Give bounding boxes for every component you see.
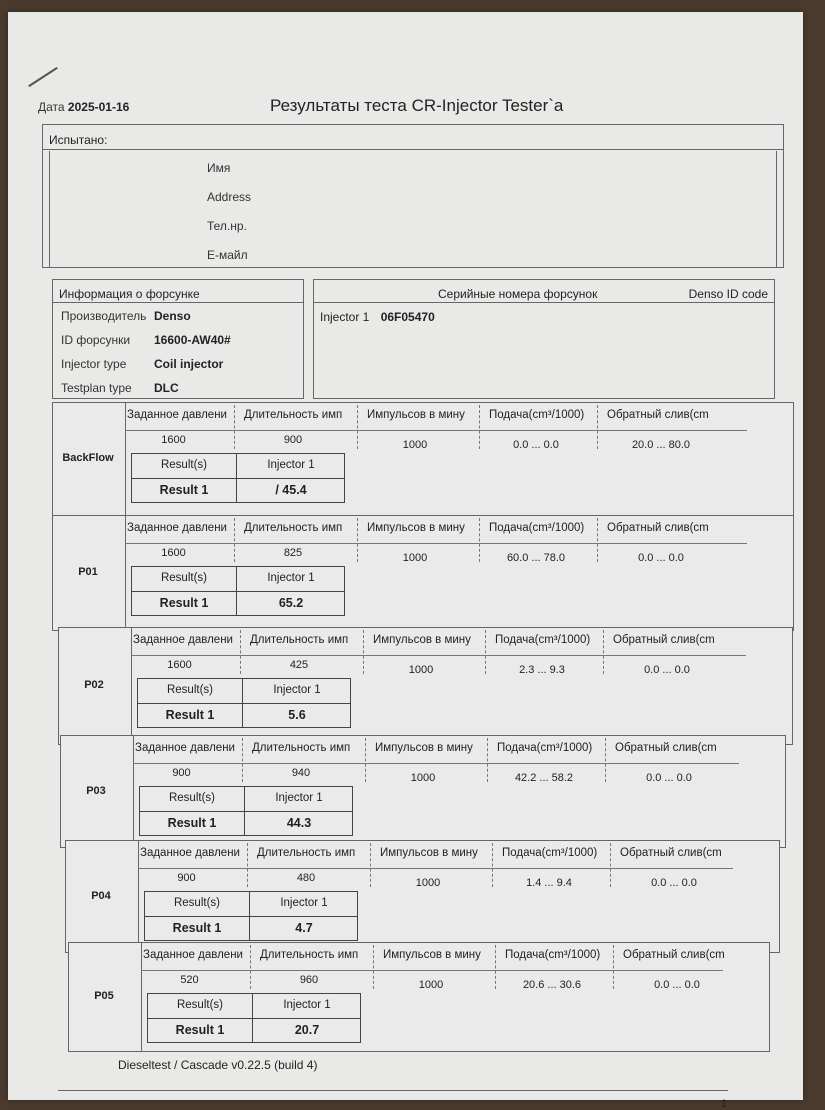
column-separator <box>363 630 364 674</box>
info-key: Injector type <box>61 357 127 371</box>
info-value: DLC <box>154 381 179 395</box>
result-table <box>131 453 345 503</box>
column-separator <box>487 738 488 782</box>
column-header: Подача(cm³/1000) <box>502 847 598 859</box>
cell-backflow: 0.0 ... 0.0 <box>644 664 690 676</box>
cell-pulses: 1000 <box>408 664 434 676</box>
column-header: Импульсов в мину <box>373 634 471 646</box>
column-separator <box>479 405 480 449</box>
column-header: Импульсов в мину <box>367 409 465 421</box>
result-row-divider <box>148 1018 360 1019</box>
cell-pulses: 1000 <box>415 877 441 889</box>
result-value: 4.7 <box>295 921 313 935</box>
info-value: Denso <box>154 309 191 323</box>
result-header-injector: Injector 1 <box>283 999 331 1011</box>
column-header: Подача(cm³/1000) <box>505 949 601 961</box>
column-separator <box>250 945 251 989</box>
result-row-divider <box>138 703 350 704</box>
test-name: P01 <box>78 566 98 578</box>
column-header: Заданное давлени <box>127 409 227 421</box>
column-header: Заданное давлени <box>127 522 227 534</box>
result-row-label: Result 1 <box>165 708 215 722</box>
result-row-label: Result 1 <box>172 921 222 935</box>
column-separator <box>485 630 486 674</box>
header-underline <box>141 970 723 971</box>
column-separator <box>479 518 480 562</box>
cell-delivery: 60.0 ... 78.0 <box>506 552 566 564</box>
column-header: Обратный слив(cm <box>620 847 722 859</box>
page-number: 1 <box>721 1098 728 1110</box>
column-header: Импульсов в мину <box>380 847 478 859</box>
test-name: BackFlow <box>62 452 114 464</box>
info-value: Coil injector <box>154 357 224 371</box>
footer-line <box>58 1090 728 1091</box>
info-row <box>61 357 223 371</box>
column-header: Длительность имп <box>244 409 343 421</box>
column-separator <box>373 945 374 989</box>
info-row <box>61 381 179 395</box>
cell-pulses: 1000 <box>402 552 428 564</box>
result-table <box>144 891 358 941</box>
cell-backflow: 20.0 ... 80.0 <box>631 439 691 451</box>
result-row-label: Result 1 <box>175 1023 225 1037</box>
cell-duration: 940 <box>291 767 311 779</box>
result-header-injector: Injector 1 <box>273 684 321 696</box>
field-phone: Тел.нр. <box>207 219 247 233</box>
cell-backflow: 0.0 ... 0.0 <box>638 552 684 564</box>
test-block-p04 <box>65 840 780 953</box>
field-address: Address <box>207 190 252 204</box>
test-block-p01 <box>52 515 794 631</box>
divider <box>314 302 774 303</box>
result-table <box>137 678 351 728</box>
cell-delivery: 20.6 ... 30.6 <box>522 979 582 991</box>
column-header: Длительность имп <box>257 847 356 859</box>
header-underline <box>138 868 733 869</box>
column-header: Заданное давлени <box>133 634 233 646</box>
info-row <box>61 309 191 323</box>
column-header: Длительность имп <box>252 742 351 754</box>
column-header: Обратный слив(cm <box>615 742 717 754</box>
result-header-label: Result(s) <box>160 572 207 584</box>
info-key: Testplan type <box>61 381 132 395</box>
result-table <box>131 566 345 616</box>
result-value: 20.7 <box>294 1023 320 1037</box>
column-separator <box>234 405 235 449</box>
cell-delivery: 2.3 ... 9.3 <box>519 664 565 676</box>
column-separator <box>597 405 598 449</box>
cell-duration: 825 <box>283 547 303 559</box>
denso-id-heading: Denso ID code <box>688 287 768 301</box>
info-value: 16600-AW40# <box>154 333 231 347</box>
column-header: Длительность имп <box>244 522 343 534</box>
column-separator <box>242 738 243 782</box>
result-row-divider <box>145 916 357 917</box>
serials-heading: Серийные номера форсунок <box>438 287 598 301</box>
cell-pressure: 1600 <box>167 659 192 671</box>
column-header: Обратный слив(cm <box>607 522 709 534</box>
result-row-divider <box>140 811 352 812</box>
cell-duration: 480 <box>296 872 316 884</box>
column-header: Обратный слив(cm <box>607 409 709 421</box>
column-header: Подача(cm³/1000) <box>489 522 585 534</box>
header-underline <box>125 430 747 431</box>
column-separator <box>603 630 604 674</box>
result-header-label: Result(s) <box>160 459 207 471</box>
result-row-divider <box>132 591 344 592</box>
paper-sheet <box>8 12 803 1110</box>
info-row <box>61 333 231 347</box>
result-header-injector: Injector 1 <box>280 897 328 909</box>
date-label: Дата <box>38 100 65 114</box>
column-separator <box>365 738 366 782</box>
column-separator <box>357 405 358 449</box>
column-separator <box>247 843 248 887</box>
test-name: P02 <box>84 679 104 691</box>
cell-duration: 960 <box>299 974 319 986</box>
column-header: Заданное давлени <box>135 742 235 754</box>
column-header: Длительность имп <box>260 949 359 961</box>
result-table <box>147 993 361 1043</box>
injector-info-heading: Информация о форсунке <box>59 287 200 301</box>
result-header-label: Result(s) <box>176 999 223 1011</box>
result-row-label: Result 1 <box>167 816 217 830</box>
cell-duration: 900 <box>283 434 303 446</box>
cell-pressure: 900 <box>172 767 191 779</box>
cell-delivery: 1.4 ... 9.4 <box>526 877 572 889</box>
report-date <box>38 100 129 114</box>
cell-backflow: 0.0 ... 0.0 <box>651 877 697 889</box>
column-separator <box>597 518 598 562</box>
result-value: 65.2 <box>278 596 304 610</box>
column-header: Подача(cm³/1000) <box>495 634 591 646</box>
result-row-divider <box>132 478 344 479</box>
result-header-label: Result(s) <box>166 684 213 696</box>
result-header-injector: Injector 1 <box>267 459 315 471</box>
cell-delivery: 42.2 ... 58.2 <box>514 772 574 784</box>
result-header-injector: Injector 1 <box>275 792 323 804</box>
cell-pressure: 520 <box>180 974 199 986</box>
cell-pressure: 1600 <box>161 434 186 446</box>
column-separator <box>495 945 496 989</box>
date-value: 2025-01-16 <box>67 100 130 114</box>
test-block-p03 <box>60 735 786 848</box>
header-underline <box>131 655 746 656</box>
result-table <box>139 786 353 836</box>
column-separator <box>234 518 235 562</box>
column-separator <box>613 945 614 989</box>
serials-section <box>313 279 775 399</box>
column-separator <box>240 630 241 674</box>
result-header-label: Result(s) <box>168 792 215 804</box>
report-title: Результаты теста CR-Injector Tester`a <box>270 96 564 115</box>
test-block-p05 <box>68 942 770 1052</box>
column-separator <box>370 843 371 887</box>
injector-info-section <box>52 279 304 399</box>
serial-injector-label: Injector 1 <box>320 310 370 324</box>
column-header: Заданное давлени <box>140 847 240 859</box>
test-name: P04 <box>91 889 111 902</box>
column-separator <box>605 738 606 782</box>
column-separator <box>610 843 611 887</box>
info-key: ID форсунки <box>61 333 131 347</box>
column-separator <box>357 518 358 562</box>
cell-delivery: 0.0 ... 0.0 <box>513 439 559 451</box>
column-header: Подача(cm³/1000) <box>489 409 585 421</box>
serial-row <box>320 310 435 324</box>
header-underline <box>125 543 747 544</box>
test-name: P03 <box>86 784 106 797</box>
divider <box>43 149 783 150</box>
result-header-injector: Injector 1 <box>267 572 315 584</box>
column-header: Обратный слив(cm <box>623 949 725 961</box>
cell-pressure: 900 <box>177 872 196 884</box>
report-header <box>38 92 778 120</box>
result-row-label: Result 1 <box>159 483 209 497</box>
info-key: Производитель <box>61 309 147 323</box>
result-header-label: Result(s) <box>173 897 220 909</box>
column-header: Импульсов в мину <box>383 949 481 961</box>
header-underline <box>133 763 739 764</box>
cell-backflow: 0.0 ... 0.0 <box>654 979 700 991</box>
column-header: Подача(cm³/1000) <box>497 742 593 754</box>
test-block-backflow <box>52 402 794 516</box>
tested-label: Испытано: <box>49 133 108 147</box>
result-row-label: Result 1 <box>159 596 209 610</box>
column-separator <box>492 843 493 887</box>
cell-pressure: 1600 <box>161 547 186 559</box>
cell-backflow: 0.0 ... 0.0 <box>646 772 692 784</box>
serial-injector-value: 06F05470 <box>380 310 435 324</box>
tested-fields-area <box>49 151 777 267</box>
cell-duration: 425 <box>289 659 309 671</box>
divider <box>53 302 303 303</box>
cell-pulses: 1000 <box>402 439 428 451</box>
result-value: 5.6 <box>288 708 306 722</box>
result-value: 44.3 <box>286 816 312 830</box>
cell-pulses: 1000 <box>410 772 436 784</box>
column-header: Заданное давлени <box>143 949 243 961</box>
column-header: Импульсов в мину <box>367 522 465 534</box>
column-header: Обратный слив(cm <box>613 634 715 646</box>
test-name: P05 <box>94 990 114 1002</box>
column-header: Импульсов в мину <box>375 742 473 754</box>
test-block-p02 <box>58 627 793 745</box>
pen-mark <box>28 67 58 87</box>
software-version: Dieseltest / Cascade v0.22.5 (build 4) <box>118 1058 318 1072</box>
column-header: Длительность имп <box>250 634 349 646</box>
result-value: / 45.4 <box>275 483 307 497</box>
cell-pulses: 1000 <box>418 979 444 991</box>
field-email: E-майл <box>207 248 248 262</box>
field-name: Имя <box>207 161 231 175</box>
tested-section <box>42 124 784 268</box>
